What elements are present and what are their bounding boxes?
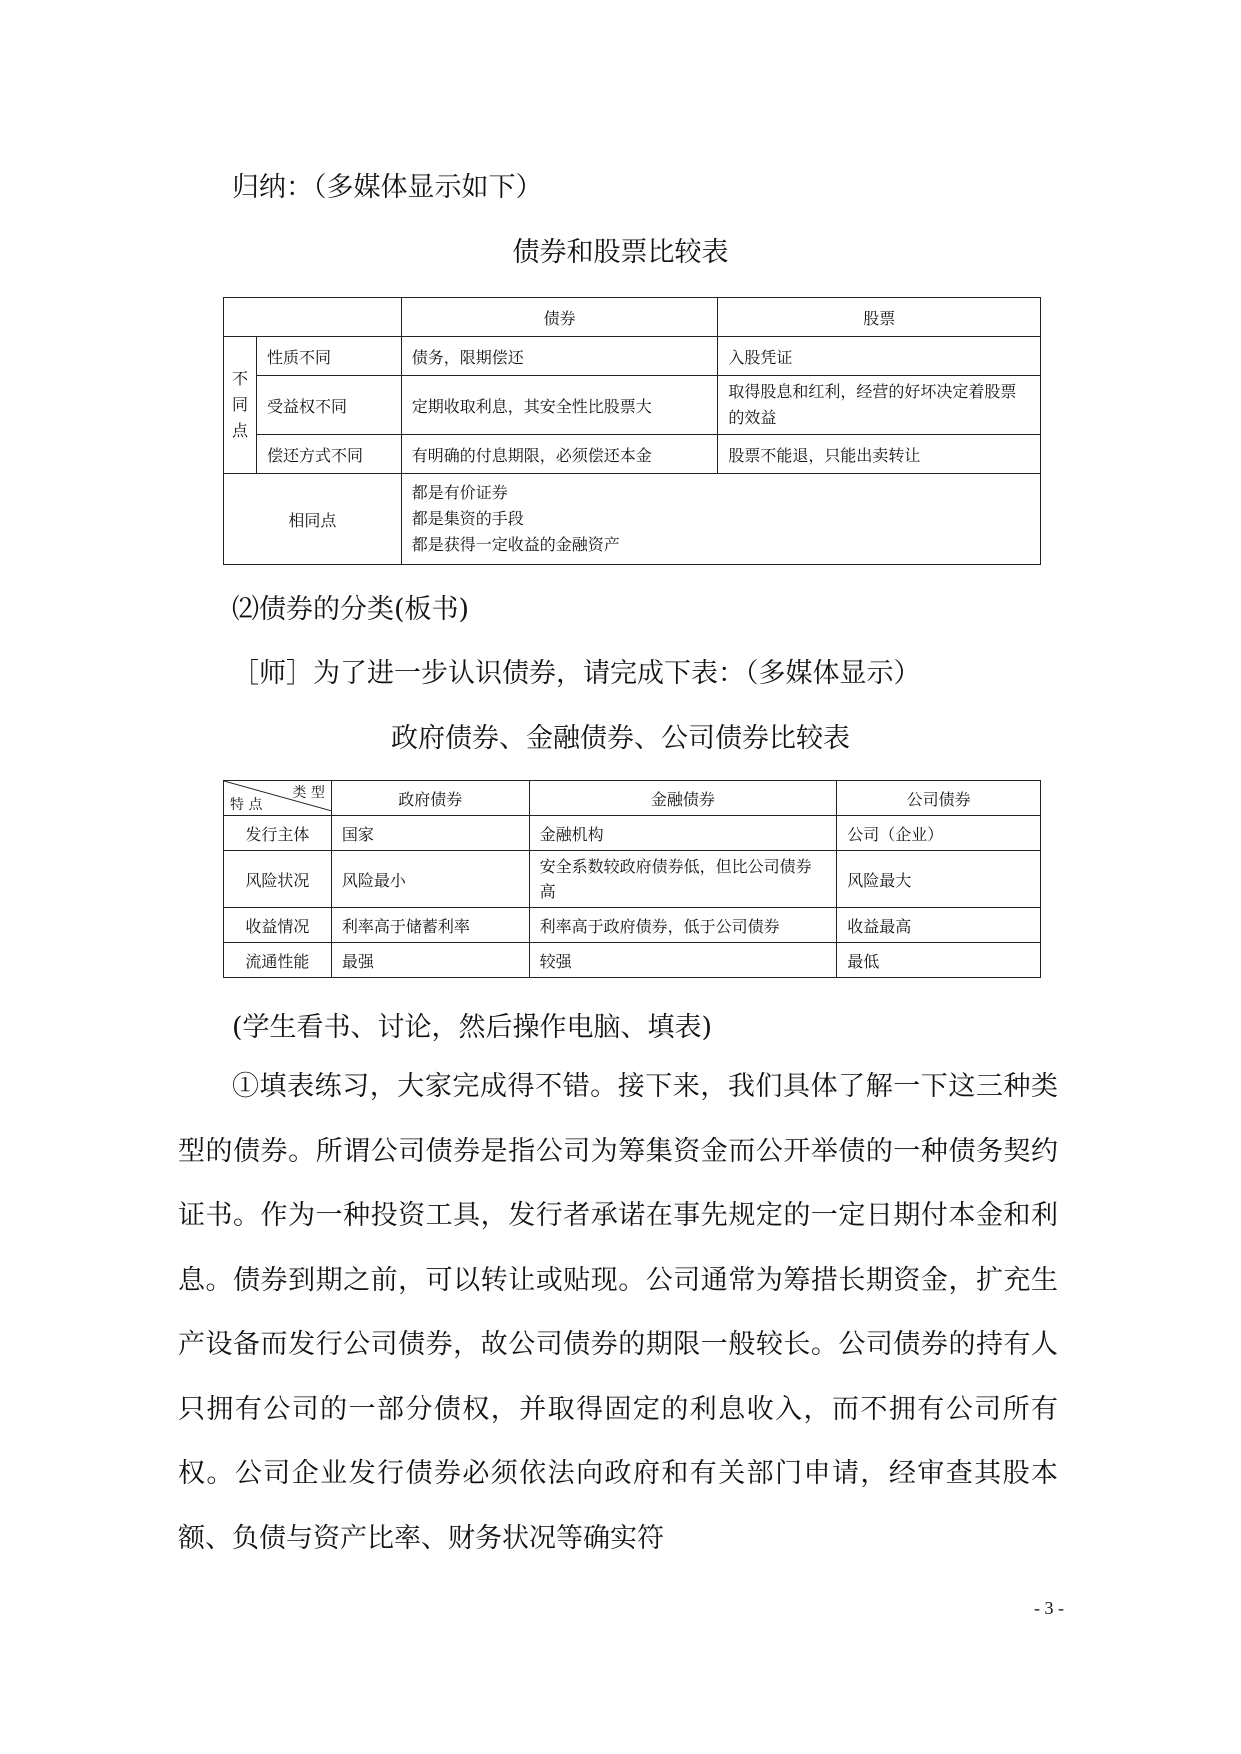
col-header-bond: 债券	[401, 298, 718, 337]
col-header-corporate: 公司债券	[837, 781, 1041, 816]
stock-cell: 入股凭证	[718, 337, 1041, 376]
table2-title: 政府债券、金融债券、公司债券比较表	[391, 723, 850, 754]
row-label: 风险状况	[224, 851, 332, 908]
cell: 公司（企业）	[837, 816, 1041, 851]
stock-cell: 取得股息和红利，经营的好坏决定着股票的效益	[718, 376, 1041, 435]
cell: 收益最高	[837, 908, 1041, 943]
table1-title: 债券和股票比较表	[512, 237, 729, 268]
cell: 国家	[331, 816, 529, 851]
row-label: 受益权不同	[256, 376, 401, 435]
same-point-item: 都是有价证券	[411, 483, 508, 502]
group-label-differences: 不 同 点	[224, 337, 257, 474]
cell: 最低	[837, 943, 1041, 978]
corner-top-label: 类 型	[292, 785, 325, 801]
row-label: 偿还方式不同	[256, 435, 401, 474]
table1-corner	[224, 298, 402, 337]
row-label: 收益情况	[224, 908, 332, 943]
cell: 金融机构	[529, 816, 837, 851]
bond-cell: 定期收取利息，其安全性比股票大	[401, 376, 718, 435]
row-label: 发行主体	[224, 816, 332, 851]
bond-cell: 有明确的付息期限，必须偿还本金	[401, 435, 718, 474]
bond-types-table	[223, 780, 1041, 978]
cell: 利率高于储蓄利率	[331, 908, 529, 943]
page-number: - 3 -	[1034, 1598, 1064, 1618]
col-header-government: 政府债券	[331, 781, 529, 816]
cell: 最强	[331, 943, 529, 978]
intro-line: 归纳：（多媒体显示如下）	[232, 172, 543, 203]
cell: 风险最小	[331, 851, 529, 908]
same-points-list	[401, 474, 1040, 565]
cell: 较强	[529, 943, 837, 978]
col-header-financial: 金融债券	[529, 781, 837, 816]
cell: 风险最大	[837, 851, 1041, 908]
corner-diagonal-header	[224, 781, 332, 816]
student-activity-line: (学生看书、讨论，然后操作电脑、填表)	[232, 1012, 713, 1043]
cell: 利率高于政府债券，低于公司债券	[529, 908, 837, 943]
bond-cell: 债务，限期偿还	[401, 337, 718, 376]
row-label: 性质不同	[256, 337, 401, 376]
body-paragraph: ①填表练习，大家完成得不错。接下来，我们具体了解一下这三种类型的债券。所谓公司债券是指公司为筹集资金而公开举债的一种债务契约证书。作为一种投资工具，发行者承诺在事先规定的一定日期付本金和利息。债券到期之前，可以转让或贴现。公司通常为筹措长期资金，扩充生产设备而发行公司债券，故公司债券的期限一般较长。公司债券的持有人只拥有公司的一部分债权，并取得固定的利息收入，而不拥有公司所有权。公司企业发行债券必须依法向政府和有关部门申请，经审查其股本额、负债与资产比率、财务状况等确实符	[178, 1071, 1058, 1554]
section-heading-classification: ⑵债券的分类(板书)	[232, 594, 470, 625]
cell: 安全系数较政府债券低，但比公司债券高	[529, 851, 837, 908]
stock-cell: 股票不能退，只能出卖转让	[718, 435, 1041, 474]
same-point-item: 都是集资的手段	[411, 509, 524, 528]
same-point-item: 都是获得一定收益的金融资产	[411, 535, 620, 554]
same-points-label: 相同点	[224, 474, 402, 565]
col-header-stock: 股票	[718, 298, 1041, 337]
teacher-line: ［师］为了进一步认识债券，请完成下表：（多媒体显示）	[232, 658, 921, 689]
corner-bottom-label: 特 点	[230, 797, 263, 813]
bond-stock-table	[223, 297, 1041, 565]
row-label: 流通性能	[224, 943, 332, 978]
